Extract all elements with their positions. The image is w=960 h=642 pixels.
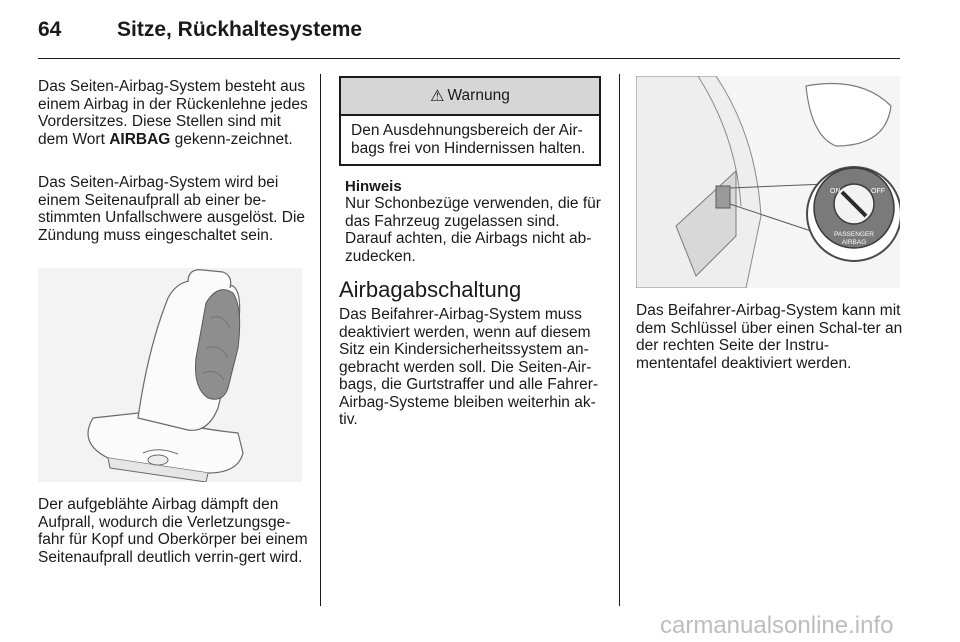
header-rule [38,58,900,59]
column-divider-left [320,74,321,606]
section-text: Das Beifahrer-Airbag-System muss deaktiviert werden, wenn auf diesem Sitz ein Kindersicherheitssystem an-gebracht werden soll. Die Seiten-Air-bags, die Gurtstraffer und alle Fahrer-Airbag-Systeme bleiben weiterhin ak-tiv. [339,306,599,428]
warning-title: Warnung [447,87,510,104]
note-text: Nur Schonbezüge verwenden, die für das Fahrzeug zugelassen sind. Darauf achten, die Airbags nicht ab-zudecken. [345,195,601,265]
switch-label-on: ON [830,188,841,195]
warning-text: Den Ausdehnungsbereich der Air-bags frei von Hindernissen halten. [351,122,586,157]
watermark: carmanualsonline.info [660,612,894,639]
left-paragraph-1-end: gekenn-zeichnet. [170,130,293,148]
left-paragraph-3: Der aufgeblähte Airbag dämpft den Aufprall, wodurch die Verletzungsge-fahr für Kopf und Oberkörper bei einem Seitenaufprall deutlich verrin-gert wird. [38,496,308,566]
left-paragraph-1 [38,78,310,148]
switch-label-off: OFF [871,188,885,195]
note-title: Hinweis [345,178,402,195]
page-number: 64 [38,18,62,41]
airbag-keyword: AIRBAG [109,130,171,148]
switch-label-airbag: AIRBAG [841,239,867,246]
page-title: Sitze, Rückhaltesysteme [117,18,363,41]
warning-box [339,76,601,166]
left-paragraph-1-start: Das Seiten-Airbag-System besteht aus einem Airbag in der Rückenlehne jedes Vordersitzes. Diese Stellen sind mit dem Wort [38,78,308,148]
left-paragraph-2: Das Seiten-Airbag-System wird bei einem Seitenaufprall ab einer be-stimmten Unfallschwere ausgelöst. Die Zündung muss eingeschaltet sein. [38,174,306,244]
airbag-switch-illustration [636,76,900,288]
right-paragraph-1: Das Beifahrer-Airbag-System kann mit dem Schlüssel über einen Schal-ter an der rechten Seite der Instru-mententafel deaktiviert werden. [636,302,903,372]
section-heading: Airbagabschaltung [339,277,522,302]
warning-header [341,78,599,116]
column-divider-right [619,74,620,606]
switch-label-passenger: PASSENGER [834,231,874,238]
seat-airbag-illustration [38,268,302,482]
warning-triangle-icon: ⚠ [430,88,445,105]
